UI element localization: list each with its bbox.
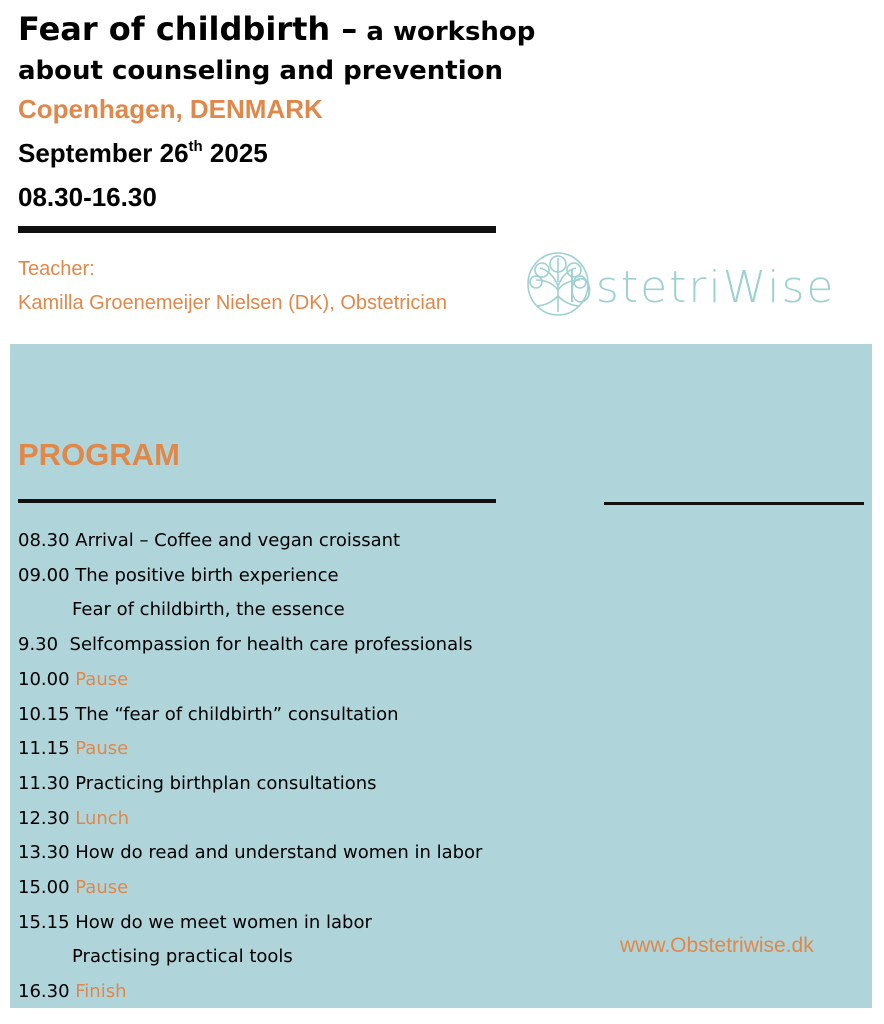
- program-heading: PROGRAM: [18, 437, 180, 472]
- event-time: 08.30-16.30: [18, 182, 157, 212]
- schedule-time: 11.15: [18, 738, 70, 760]
- event-date: [18, 138, 268, 169]
- teacher-name: Kamilla Groenemeijer Nielsen (DK), Obstetrician: [18, 292, 448, 314]
- schedule-item: [18, 842, 482, 863]
- schedule-activity: How do we meet women in labor: [69, 911, 372, 933]
- schedule-item: [18, 738, 128, 759]
- schedule-time: 09.00: [18, 564, 70, 586]
- schedule-activity: Practising practical tools: [72, 946, 293, 968]
- schedule-activity: The positive birth experience: [69, 564, 339, 586]
- schedule-item: [72, 599, 345, 620]
- schedule-item: [18, 808, 129, 829]
- header-divider: [18, 226, 496, 233]
- schedule-activity: How do read and understand women in labor: [69, 842, 483, 864]
- schedule-time: 13.30: [18, 842, 70, 864]
- schedule-time: 15.00: [18, 877, 70, 898]
- title-main: Fear of childbirth –: [18, 10, 358, 48]
- schedule-activity: Pause: [69, 877, 129, 898]
- schedule-item: [18, 773, 377, 794]
- workshop-title: [18, 10, 535, 48]
- schedule-time: 9.30: [18, 634, 59, 656]
- schedule-activity: Lunch: [69, 807, 130, 829]
- website-link[interactable]: www.Obstetriwise.dk: [620, 934, 814, 957]
- date-prefix: September 26: [18, 138, 189, 168]
- location: Copenhagen, DENMARK: [18, 94, 323, 124]
- schedule-item: [18, 634, 473, 655]
- teacher-label: Teacher:: [18, 258, 95, 280]
- schedule-item: [18, 530, 400, 551]
- schedule-time: 12.30: [18, 807, 70, 829]
- schedule-time: 11.30: [18, 772, 70, 794]
- schedule-activity: Selfcompassion for health care professionals: [58, 634, 473, 656]
- schedule-item: [18, 912, 372, 933]
- schedule-item: [18, 669, 128, 690]
- date-year: 2025: [202, 138, 268, 168]
- schedule-activity: Practicing birthplan consultations: [69, 772, 377, 794]
- schedule-item: [18, 877, 128, 898]
- title-subline: about counseling and prevention: [18, 56, 503, 86]
- schedule-item: [18, 704, 399, 725]
- program-divider-right: [604, 502, 864, 505]
- schedule-time: 10.00: [18, 668, 70, 690]
- schedule-item: [18, 565, 339, 586]
- schedule-time: 10.15: [18, 703, 70, 725]
- program-divider-left: [18, 499, 496, 503]
- logo-wordmark: bstetriWise: [566, 262, 836, 313]
- schedule-item: [18, 981, 127, 1002]
- schedule-item: [72, 946, 293, 967]
- schedule-time: 15.15: [18, 911, 70, 933]
- schedule-time: 08.30: [18, 530, 70, 551]
- date-ordinal: th: [188, 138, 203, 155]
- schedule-activity: Pause: [69, 668, 129, 690]
- schedule-activity: Finish: [69, 981, 127, 1003]
- schedule-activity: Arrival – Coffee and vegan croissant: [69, 530, 401, 551]
- schedule-activity: The “fear of childbirth” consultation: [69, 703, 399, 725]
- schedule-activity: Fear of childbirth, the essence: [72, 599, 345, 621]
- title-continuation: a workshop: [357, 17, 536, 47]
- schedule-activity: Pause: [69, 738, 129, 760]
- schedule-time: 16.30: [18, 981, 70, 1003]
